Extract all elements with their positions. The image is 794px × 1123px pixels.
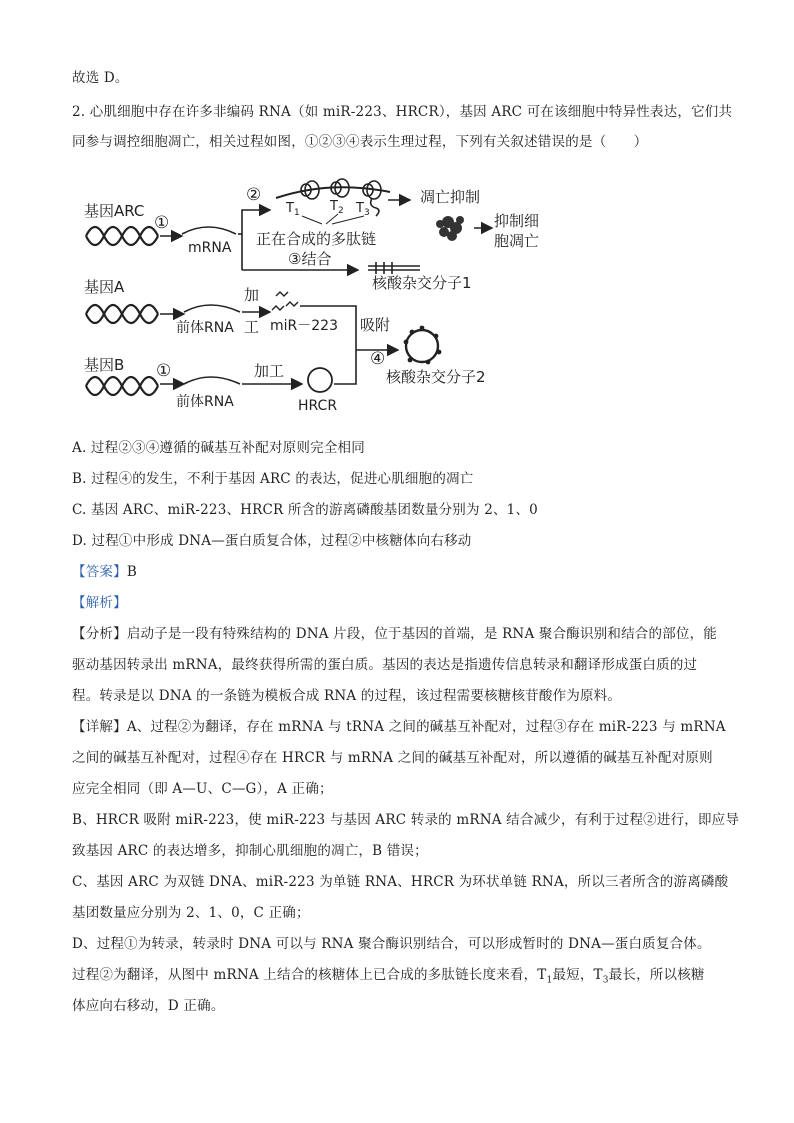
step-3-binding-label: ③结合 (288, 250, 332, 268)
answer-label: 【答案】 (72, 564, 127, 580)
polypeptide-label: 正在合成的多肽链 (256, 230, 377, 248)
option-a: A. 过程②③④遵循的碱基互补配对原则完全相同 (72, 440, 365, 456)
apoptosis-inhibit-label: 凋亡抑制 (420, 188, 481, 206)
step-1-label: ① (154, 213, 170, 233)
mrna-label: mRNA (188, 240, 232, 256)
detail-line-2: 之间的碱基互补配对，过程④存在 HRCR 与 mRNA 之间的碱基互补配对，所以遵循的碱基互补配对原则 (72, 750, 713, 766)
hybrid-molecule-1-icon (368, 262, 420, 274)
dna-helix-a (86, 305, 158, 323)
gene-a-label: 基因A (84, 278, 125, 296)
detail-line-6: C、基因 ARC 为双链 DNA、miR-223 为单链 RNA、HRCR 为环状单链 RNA，所以三者所含的游离磷酸 (72, 874, 729, 890)
detail-line-9: 过程②为翻译，从图中 mRNA 上结合的核糖体上已合成的多肽链长度来看，$T_1$最短，$T_3$最长，所以核糖 (72, 967, 705, 986)
answer-value: B (126, 564, 137, 580)
pointer-lines (302, 214, 364, 224)
detail-line-5: 致基因 ARC 的表达增多，抑制心肌细胞的凋亡，B 错误； (72, 843, 428, 859)
gene-regulation-diagram (80, 178, 540, 418)
detail-line-4: B、HRCR 吸附 miR-223，使 miR-223 与基因 ARC 转录的 mRNA 结合减少，有利于过程②进行，即应导 (72, 812, 740, 828)
detail-line-3: 应完全相同（即 A—U、C—G），A 正确； (72, 781, 333, 797)
adsorb-label: 吸附 (360, 316, 391, 334)
hybrid-molecule-2-icon (404, 326, 442, 365)
question-stem-line-1: 2. 心肌细胞中存在许多非编码 RNA（如 miR-223、HRCR），基因 ARC 可在该细胞中特异性表达，它们共 (72, 104, 733, 120)
pre-rna-a-label: 前体RNA (176, 320, 234, 336)
t3-label: $T_3$ (356, 201, 370, 218)
processing-b-label: 加工 (254, 362, 285, 380)
fenxi-line-2: 驱动基因转录出 mRNA，最终获得所需的蛋白质。基因的表达是指遗传信息转录和翻译形成蛋白质的过 (72, 657, 698, 673)
option-d: D. 过程①中形成 DNA—蛋白质复合体，过程②中核糖体向右移动 (72, 533, 472, 549)
option-b: B. 过程④的发生，不利于基因 ARC 的表达，促进心肌细胞的凋亡 (72, 471, 474, 487)
t2-label: $T_2$ (330, 199, 344, 216)
fenxi-line-3: 程。转录是以 DNA 的一条链为模板合成 RNA 的过程，该过程需要核糖核苷酸作为原料。 (72, 688, 622, 704)
detail-line-7: 基团数量应分别为 2、1、0，C 正确； (72, 905, 310, 921)
t1-label: $T_1$ (286, 201, 300, 218)
answer-row (72, 560, 137, 580)
gene-b-label: 基因B (84, 356, 125, 374)
detail-line-8: D、过程①为转录，转录时 DNA 可以与 RNA 聚合酶识别结合，可以形成暂时的 DNA—蛋白质复合体。 (72, 936, 711, 952)
mir-223-icon (272, 292, 298, 310)
inhibit-apoptosis-line-1: 抑制细 (494, 212, 540, 230)
mrna-strand-icon (182, 227, 236, 234)
step-2-label: ② (246, 185, 262, 205)
pre-rna-b-icon (184, 377, 240, 384)
processing-a-label-1: 加 (244, 286, 260, 304)
detail-label: 【详解】 (72, 719, 127, 735)
mir-223-label: miR－223 (270, 318, 338, 334)
hybrid-molecule-2-label: 核酸杂交分子2 (386, 368, 486, 386)
fenxi-line-1: 【分析】启动子是一段有特殊结构的 DNA 片段，位于基因的首端，是 RNA 聚合酶识别和结合的部位，能 (72, 626, 717, 642)
pre-rna-a-icon (184, 305, 240, 312)
dna-helix-b (86, 377, 158, 395)
step-1b-label: ① (156, 361, 172, 381)
protein-icon (436, 216, 464, 241)
step-4-label: ④ (370, 349, 386, 369)
detail-line-10: 体应向右移动，D 正确。 (72, 998, 225, 1014)
question-stem-line-2: 同参与调控细胞凋亡，相关过程如图，①②③④表示生理过程，下列有关叙述错误的是（ ） (72, 134, 648, 150)
detail-line-1: 【详解】A、过程②为翻译，存在 mRNA 与 tRNA 之间的碱基互补配对，过程③存在 miR-223 与 mRNA (72, 719, 726, 735)
analysis-label: 【解析】 (72, 595, 127, 611)
previous-answer-conclusion: 故选 D。 (72, 70, 129, 86)
gene-arc-label: 基因ARC (84, 202, 145, 220)
option-c: C. 基因 ARC、miR-223、HRCR 所含的游离磷酸基团数量分别为 2、1、0 (72, 502, 538, 518)
dna-helix-arc (86, 227, 158, 245)
line-hrcr-to-binding (334, 350, 356, 384)
fenxi-label: 【分析】 (72, 626, 127, 642)
pre-rna-b-label: 前体RNA (176, 394, 234, 410)
hrcr-label: HRCR (298, 398, 338, 414)
hybrid-molecule-1-label: 核酸杂交分子1 (372, 274, 472, 292)
inhibit-apoptosis-line-2: 胞凋亡 (494, 232, 540, 250)
processing-a-label-2: 工 (244, 318, 260, 336)
hrcr-circle-icon (308, 368, 332, 392)
